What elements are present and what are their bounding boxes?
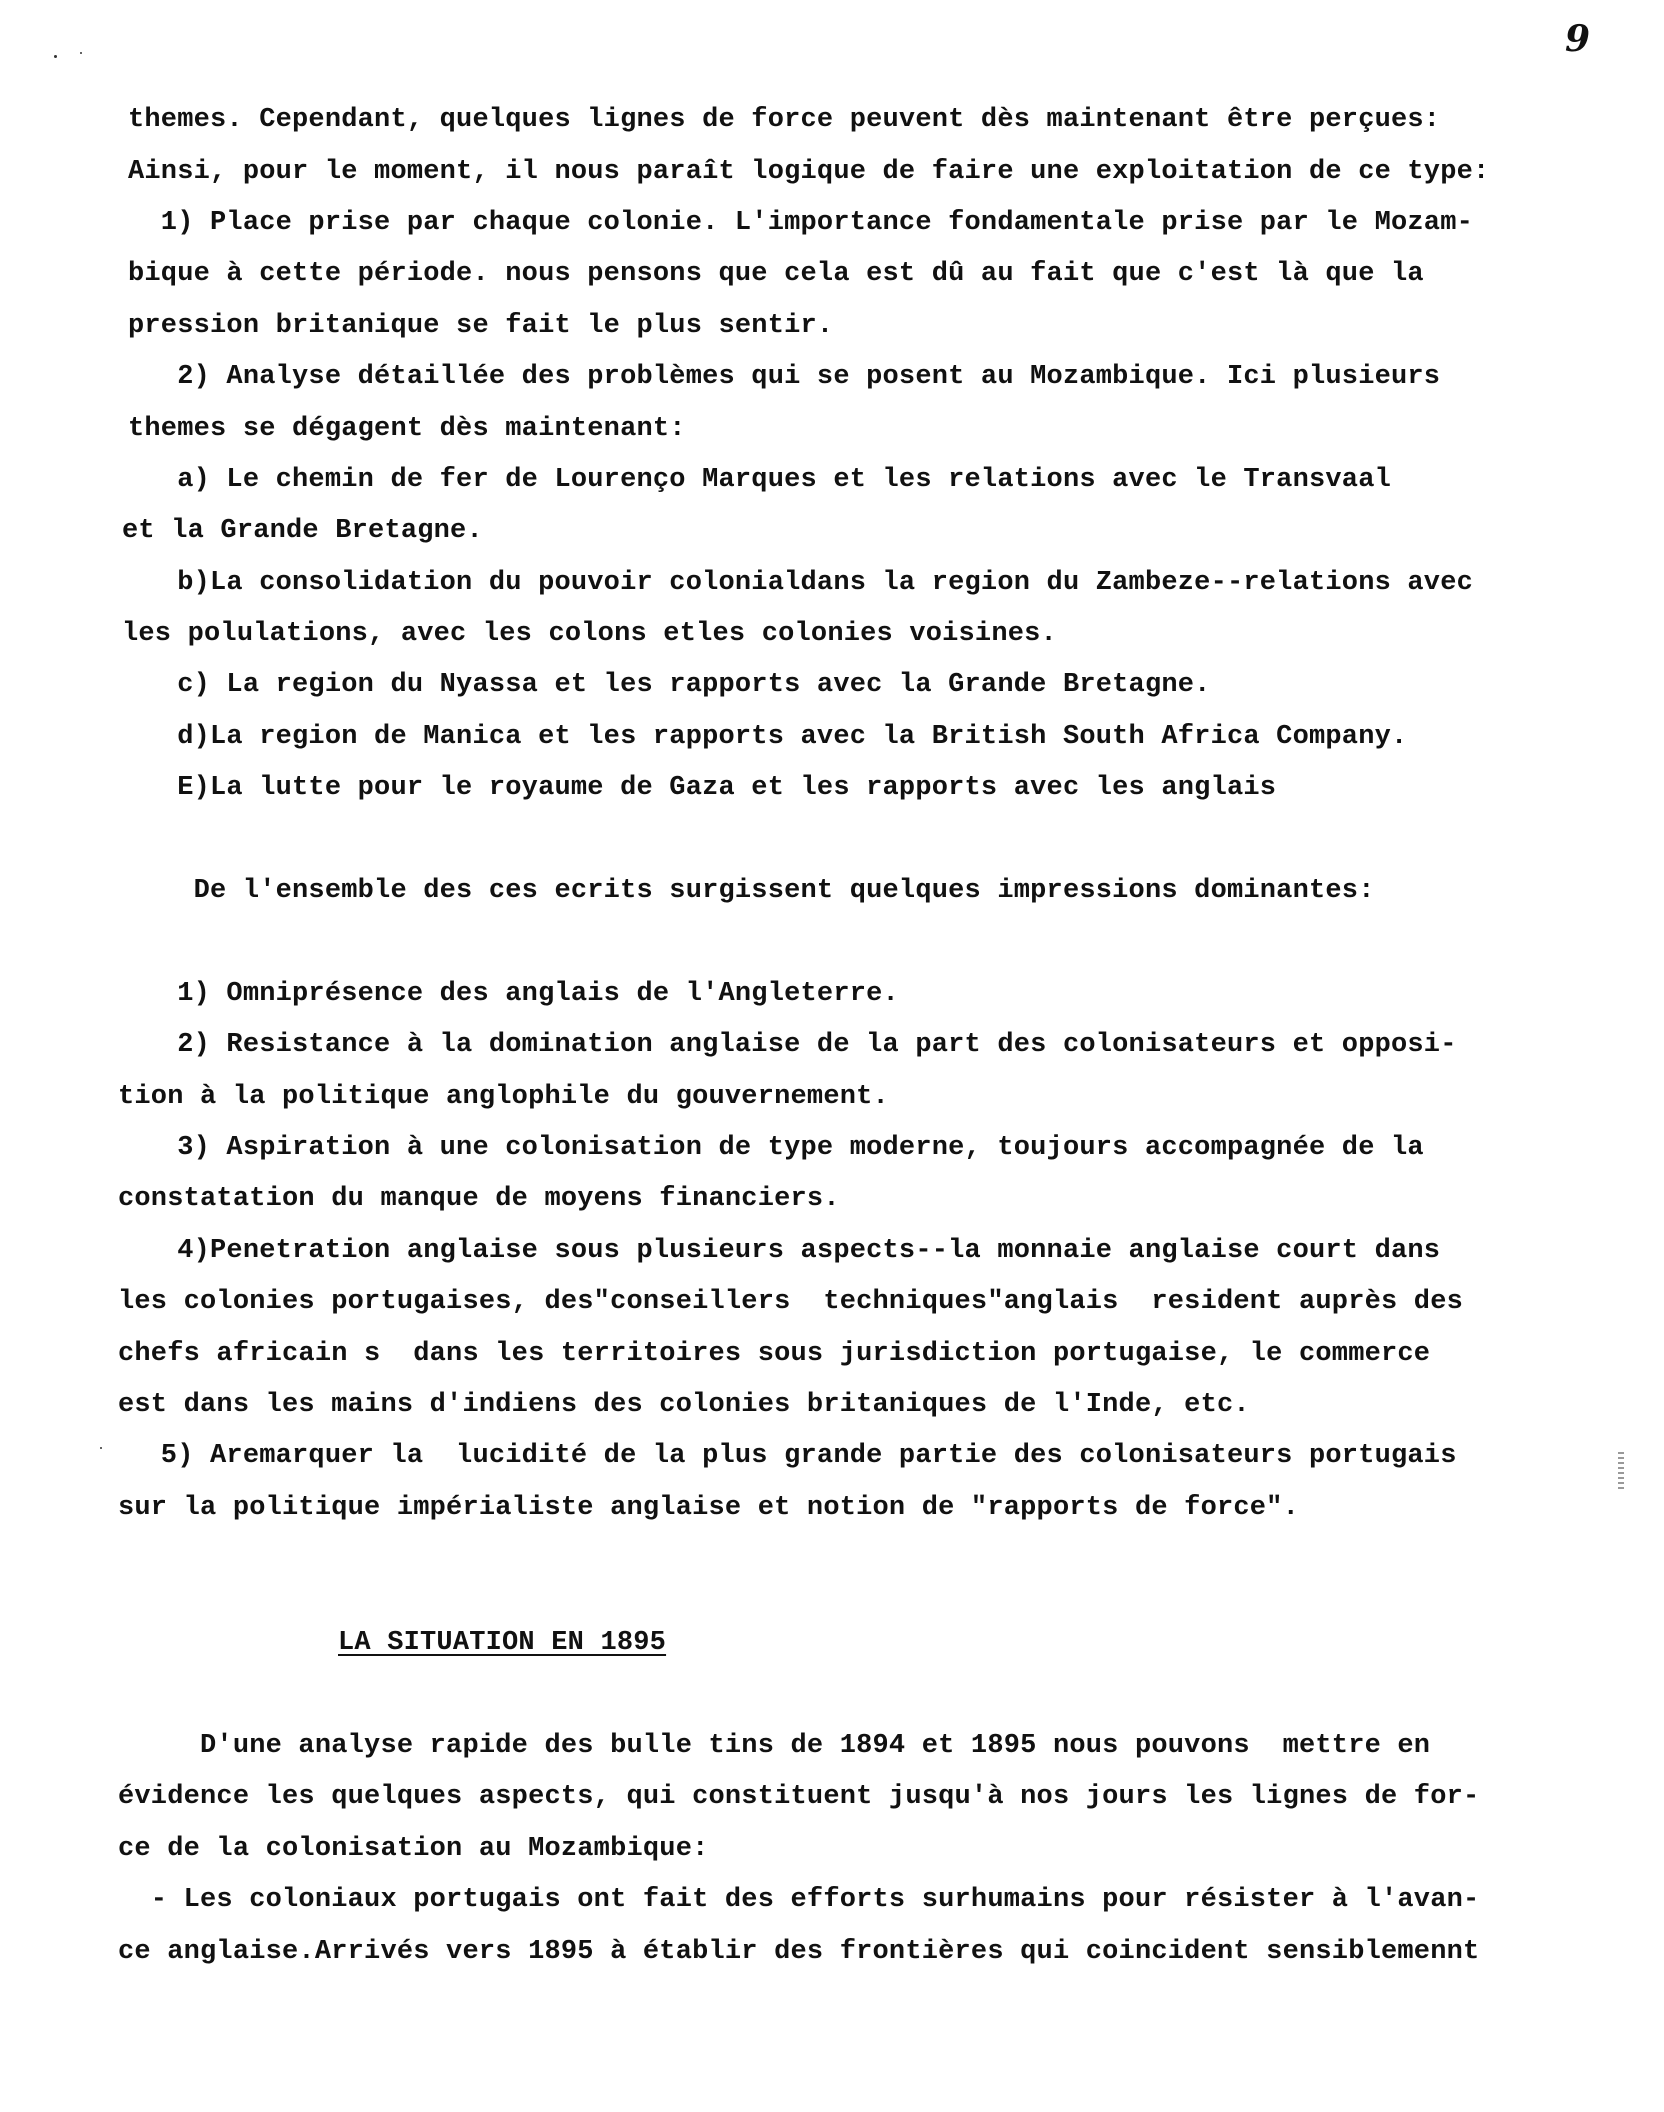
text-line: 1) Omniprésence des anglais de l'Angleterre. <box>128 979 899 1009</box>
text-line: b)La consolidation du pouvoir colonialdans la region du Zambeze--relations avec <box>128 568 1474 598</box>
text-line: De l'ensemble des ces ecrits surgissent quelques impressions dominantes: <box>128 876 1375 906</box>
section-heading: LA SITUATION EN 1895 <box>338 1628 667 1658</box>
text-line: 4)Penetration anglaise sous plusieurs aspects--la monnaie anglaise court dans <box>128 1236 1441 1266</box>
text-line: 2) Analyse détaillée des problèmes qui se posent au Mozambique. Ici plusieurs <box>128 362 1441 392</box>
scan-speck <box>100 1447 102 1449</box>
scan-speck <box>80 52 82 54</box>
text-line: tion à la politique anglophile du gouvernement. <box>118 1082 889 1112</box>
margin-mark <box>1618 1452 1624 1492</box>
text-line: sur la politique impérialiste anglaise et notion de "rapports de force". <box>118 1493 1299 1523</box>
text-line: constatation du manque de moyens financiers. <box>118 1184 840 1214</box>
text-line: a) Le chemin de fer de Lourenço Marques et les relations avec le Transvaal <box>128 465 1392 495</box>
text-line: les colonies portugaises, des"conseillers techniques"anglais resident auprès des <box>118 1287 1464 1317</box>
text-line: 1) Place prise par chaque colonie. L'importance fondamentale prise par le Mozam- <box>128 208 1474 238</box>
text-line: bique à cette période. nous pensons que cela est dû au fait que c'est là que la <box>128 259 1424 289</box>
page-number: 9 <box>1565 18 1591 60</box>
text-line: D'une analyse rapide des bulle tins de 1894 et 1895 nous pouvons mettre en <box>118 1731 1431 1761</box>
text-line: est dans les mains d'indiens des colonies britaniques de l'Inde, etc. <box>118 1390 1250 1420</box>
text-line: Ainsi, pour le moment, il nous paraît logique de faire une exploitation de ce type: <box>128 157 1490 187</box>
text-line: c) La region du Nyassa et les rapports avec la Grande Bretagne. <box>128 670 1211 700</box>
text-line: E)La lutte pour le royaume de Gaza et les rapports avec les anglais <box>128 773 1277 803</box>
text-line: ce anglaise.Arrivés vers 1895 à établir des frontières qui coincident sensiblemennt <box>118 1937 1480 1967</box>
text-line: - Les coloniaux portugais ont fait des efforts surhumains pour résister à l'avan- <box>118 1885 1480 1915</box>
text-line: chefs africain s dans les territoires sous jurisdiction portugaise, le commerce <box>118 1339 1431 1369</box>
text-line: pression britanique se fait le plus sentir. <box>128 311 834 341</box>
text-line: les polulations, avec les colons etles colonies voisines. <box>122 619 1057 649</box>
text-line: et la Grande Bretagne. <box>122 516 483 546</box>
text-line: évidence les quelques aspects, qui constituent jusqu'à nos jours les lignes de for- <box>118 1782 1480 1812</box>
text-line: themes. Cependant, quelques lignes de force peuvent dès maintenant être perçues: <box>128 105 1441 135</box>
text-line: 2) Resistance à la domination anglaise de la part des colonisateurs et opposi- <box>128 1030 1457 1060</box>
text-line: d)La region de Manica et les rapports avec la British South Africa Company. <box>128 722 1408 752</box>
scan-speck <box>54 55 57 58</box>
text-line: ce de la colonisation au Mozambique: <box>118 1834 709 1864</box>
text-line: 5) Aremarquer la lucidité de la plus grande partie des colonisateurs portugais <box>128 1441 1457 1471</box>
text-line: themes se dégagent dès maintenant: <box>128 414 686 444</box>
text-line: 3) Aspiration à une colonisation de type moderne, toujours accompagnée de la <box>128 1133 1424 1163</box>
